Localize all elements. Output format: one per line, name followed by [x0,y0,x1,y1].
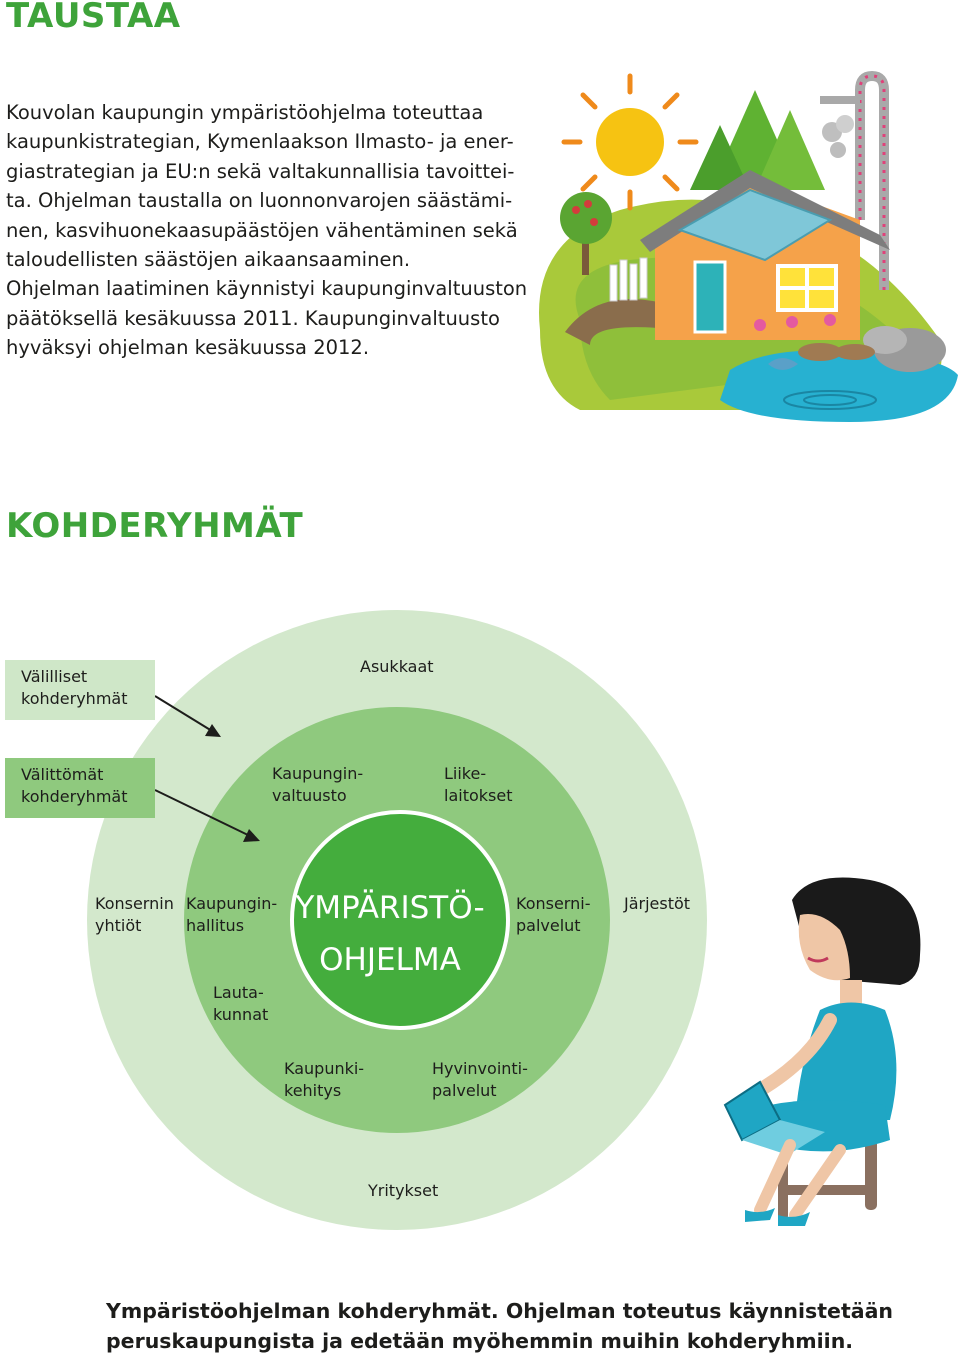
paragraph-line: nen, kasvihuonekaasupäästöjen vähentäminen sekä [6,218,518,242]
intro-paragraph [6,98,526,363]
paragraph-line: taloudellisten säästöjen aikaansaaminen. [6,248,411,272]
label-line: Liike- [444,764,487,783]
paragraph-line: päätöksellä kesäkuussa 2011. Kaupunginvaltuusto [6,306,500,330]
section-title-kohderyhmat: KOHDERYHMÄT [6,506,304,546]
label-line: Konsernin [95,894,174,913]
label-line: kunnat [213,1005,269,1024]
legend-direct-line: Välittömät [21,765,104,784]
label-line: palvelut [432,1081,497,1100]
label-kaupunkikehitys [284,1058,364,1102]
label-kaupunginhallitus [186,893,277,937]
label-line: Kaupungin- [186,894,278,913]
caption-line: Ympäristöohjelman kohderyhmät. Ohjelman toteutus käynnistetään [106,1299,894,1323]
label-konsernipalvelut [516,893,590,937]
legend-direct-line: kohderyhmät [21,787,128,806]
section-title-taustaa: TAUSTAA [6,0,181,36]
label-kaupunginvaltuusto [272,763,363,807]
legend-indirect-line: Välilliset [21,667,88,686]
house-illustration [520,70,960,430]
paragraph-line: Kouvolan kaupungin ympäristöohjelma toteuttaa [6,101,484,124]
paragraph-line: ta. Ohjelman taustalla on luonnonvarojen säästämi- [6,189,513,213]
sun-icon [564,76,696,208]
paragraph-line: Ohjelman laatiminen käynnistyi kaupunginvaltuuston [6,277,528,301]
label-line: laitokset [444,786,513,805]
label-line: Hyvinvointi- [432,1059,528,1078]
label-lautakunnat [213,982,268,1026]
label-line: Kaupunki- [284,1059,365,1078]
label-line: Konserni- [516,894,591,913]
label-jarjestot: Järjestöt [624,894,691,913]
label-hyvinvointipalvelut [432,1058,528,1102]
label-line: Lauta- [213,983,264,1002]
caption-line: peruskaupungista ja edetään myöhemmin muihin kohderyhmiin. [106,1329,854,1353]
label-asukkaat: Asukkaat [360,657,434,676]
paragraph-line: hyväksyi ohjelman kesäkuussa 2012. [6,336,370,360]
figure-caption [106,1296,893,1356]
center-label [280,882,500,986]
paragraph-line: kaupunkistrategian, Kymenlaakson Ilmasto- ja ener- [6,130,514,154]
woman-illustration [700,870,960,1240]
label-line: Kaupungin- [272,764,364,783]
label-line: palvelut [516,916,581,935]
label-line: yhtiöt [95,916,142,935]
label-line: kehitys [284,1081,342,1100]
legend-indirect-line: kohderyhmät [21,689,128,708]
label-line: valtuusto [272,786,347,805]
label-line: hallitus [186,916,245,935]
paragraph-line: giastrategian ja EU:n sekä valtakunnallisia tavoittei- [6,159,515,183]
center-label-line: OHJELMA [319,942,461,978]
legend-direct [5,758,155,818]
label-yritykset: Yritykset [368,1181,439,1200]
label-liikelaitokset [444,763,512,807]
label-konsernin-yhtiot [95,893,174,937]
center-label-line: YMPÄRISTÖ- [295,890,485,926]
legend-indirect [5,660,155,720]
